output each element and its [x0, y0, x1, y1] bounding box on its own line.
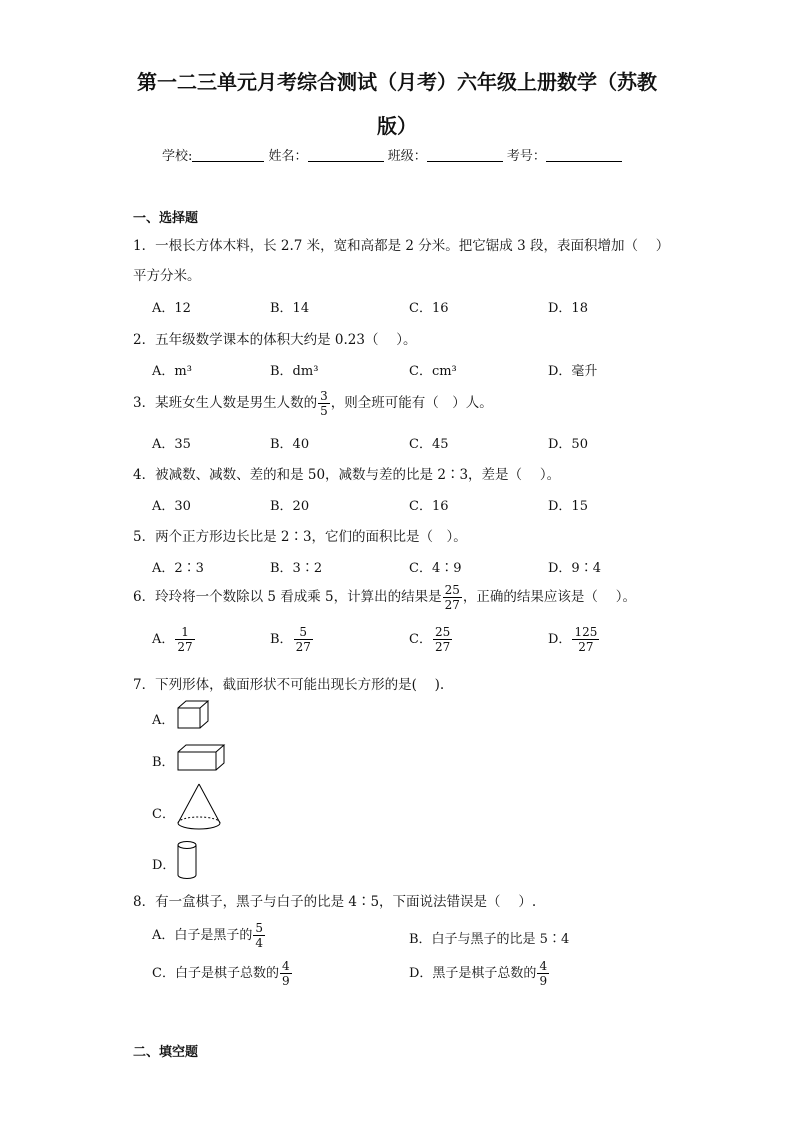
q6-option-a-denominator: 27 [177, 640, 193, 654]
q6-option-a-label: A． [152, 632, 175, 647]
q6-option-c-fraction [433, 626, 452, 653]
q8-option-a[interactable] [152, 922, 266, 949]
q7-option-d[interactable]: D． [152, 858, 176, 873]
q1-option-b[interactable]: B．14 [270, 301, 310, 316]
cube-icon [176, 700, 210, 730]
q6-frac-numerator: 25 [444, 583, 460, 597]
q3-option-a[interactable]: A．35 [152, 437, 191, 452]
school-label: 学校: [162, 149, 193, 164]
school-blank[interactable] [192, 148, 264, 162]
q6-option-c-label: C． [409, 632, 432, 647]
q2-option-d[interactable]: D．毫升 [548, 364, 598, 379]
q4-option-c[interactable]: C．16 [409, 499, 449, 514]
q1-option-c[interactable]: C．16 [409, 301, 449, 316]
q3-frac-numerator: 3 [320, 389, 328, 403]
q6-frac-denominator: 27 [444, 598, 460, 612]
q8-option-a-denominator: 4 [255, 936, 264, 950]
q3-option-c[interactable]: C．45 [409, 437, 449, 452]
name-label: 姓名： [268, 149, 308, 164]
q6-option-d-numerator: 125 [574, 625, 598, 639]
q6-text-pre: 6．玲玲将一个数除以 5 看成乘 5，计算出的结果是 [133, 589, 442, 605]
q4-option-d[interactable]: D．15 [548, 499, 588, 514]
q6-option-d-fraction [572, 626, 599, 653]
q7-option-a[interactable]: A． [152, 713, 175, 728]
q6-option-d[interactable] [548, 626, 600, 653]
section-heading-choice: 一、选择题 [133, 211, 199, 226]
page-title-line1: 第一二三单元月考综合测试（月考）六年级上册数学（苏教 [137, 70, 657, 94]
cone-icon [176, 782, 224, 834]
class-blank[interactable] [427, 148, 503, 162]
question-4-text: 4．被减数、减数、差的和是 50，减数与差的比是 2∶3，差是（ ）。 [133, 467, 561, 483]
question-8-text: 8．有一盒棋子，黑子与白子的比是 4∶5，下面说法错误是（ ）. [133, 894, 537, 910]
exam-no-label: 考号： [506, 149, 546, 164]
q8-option-c[interactable] [152, 960, 293, 987]
q8-option-c-numerator: 4 [281, 959, 290, 973]
q6-option-b[interactable] [270, 626, 314, 653]
q2-option-b[interactable]: B．dm³ [270, 364, 319, 379]
q7-option-b[interactable]: B． [152, 755, 175, 770]
q5-option-d[interactable]: D．9∶4 [548, 561, 601, 576]
q6-option-a-numerator: 1 [175, 626, 194, 640]
question-6-text [133, 584, 636, 611]
q6-text-post: ，正确的结果应该是（ ）。 [462, 589, 636, 605]
class-label: 班级： [387, 149, 427, 164]
q6-option-b-label: B． [270, 632, 293, 647]
q8-option-b[interactable]: B．白子与黑子的比是 5∶4 [409, 932, 570, 947]
q1-option-a[interactable]: A．12 [152, 301, 191, 316]
q5-option-a[interactable]: A．2∶3 [152, 561, 204, 576]
q5-option-b[interactable]: B．3∶2 [270, 561, 323, 576]
question-2-text: 2．五年级数学课本的体积大约是 0.23（ ）。 [133, 332, 417, 348]
q8-option-c-denominator: 9 [281, 974, 290, 988]
q3-frac-denominator: 5 [320, 404, 328, 418]
q3-option-b[interactable]: B．40 [270, 437, 310, 452]
q8-option-d-denominator: 9 [539, 974, 548, 988]
q8-option-d-text: D．黑子是棋子总数的 [409, 966, 537, 981]
question-5-text: 5．两个正方形边长比是 2∶3，它们的面积比是（ ）。 [133, 529, 467, 545]
q8-option-c-fraction [280, 960, 292, 987]
q6-option-d-label: D． [548, 632, 572, 647]
q5-option-c[interactable]: C．4∶9 [409, 561, 462, 576]
q8-option-a-fraction [253, 922, 265, 949]
question-1-text: 1．一根长方体木料，长 2.7 米，宽和高都是 2 分米。把它锯成 3 段，表面积增加（ ） [133, 238, 670, 254]
q6-option-c-denominator: 27 [434, 640, 451, 654]
q6-option-c-numerator: 25 [434, 625, 451, 639]
cylinder-icon [176, 840, 198, 882]
question-7-text: 7．下列形体，截面形状不可能出现长方形的是( ). [133, 677, 445, 693]
page-title-line2: 版） [377, 114, 417, 138]
q2-option-a[interactable]: A．m³ [152, 364, 192, 379]
student-info-line [162, 145, 622, 164]
q1-option-d[interactable]: D．18 [548, 301, 588, 316]
q4-option-b[interactable]: B．20 [270, 499, 310, 514]
q6-option-a-fraction [175, 626, 194, 653]
cuboid-icon [176, 744, 226, 772]
q8-option-d[interactable] [409, 960, 550, 987]
q3-fraction [318, 390, 330, 417]
question-3-text [133, 390, 493, 417]
q4-option-a[interactable]: A．30 [152, 499, 191, 514]
q8-option-d-numerator: 4 [539, 959, 548, 973]
q3-text-pre: 3．某班女生人数是男生人数的 [133, 395, 318, 411]
q6-option-a[interactable] [152, 626, 196, 653]
q3-text-post: ，则全班可能有（ ）人。 [330, 395, 493, 411]
q6-option-b-denominator: 27 [295, 640, 311, 654]
section-heading-fill: 二、填空题 [133, 1045, 199, 1060]
q6-option-c[interactable] [409, 626, 453, 653]
q7-option-c[interactable]: C． [152, 807, 175, 822]
q3-option-d[interactable]: D．50 [548, 437, 588, 452]
q8-option-d-fraction [537, 960, 549, 987]
q2-option-c[interactable]: C．cm³ [409, 364, 457, 379]
exam-no-blank[interactable] [546, 148, 622, 162]
q8-option-a-text: A．白子是黑子的 [152, 928, 253, 943]
q6-option-b-numerator: 5 [294, 626, 313, 640]
q6-option-d-denominator: 27 [578, 640, 594, 654]
q6-option-b-fraction [294, 626, 313, 653]
q8-option-a-numerator: 5 [255, 921, 264, 935]
question-1-text-cont: 平方分米。 [133, 268, 201, 284]
name-blank[interactable] [308, 148, 384, 162]
q6-fraction [443, 584, 462, 611]
q8-option-c-text: C．白子是棋子总数的 [152, 966, 279, 981]
